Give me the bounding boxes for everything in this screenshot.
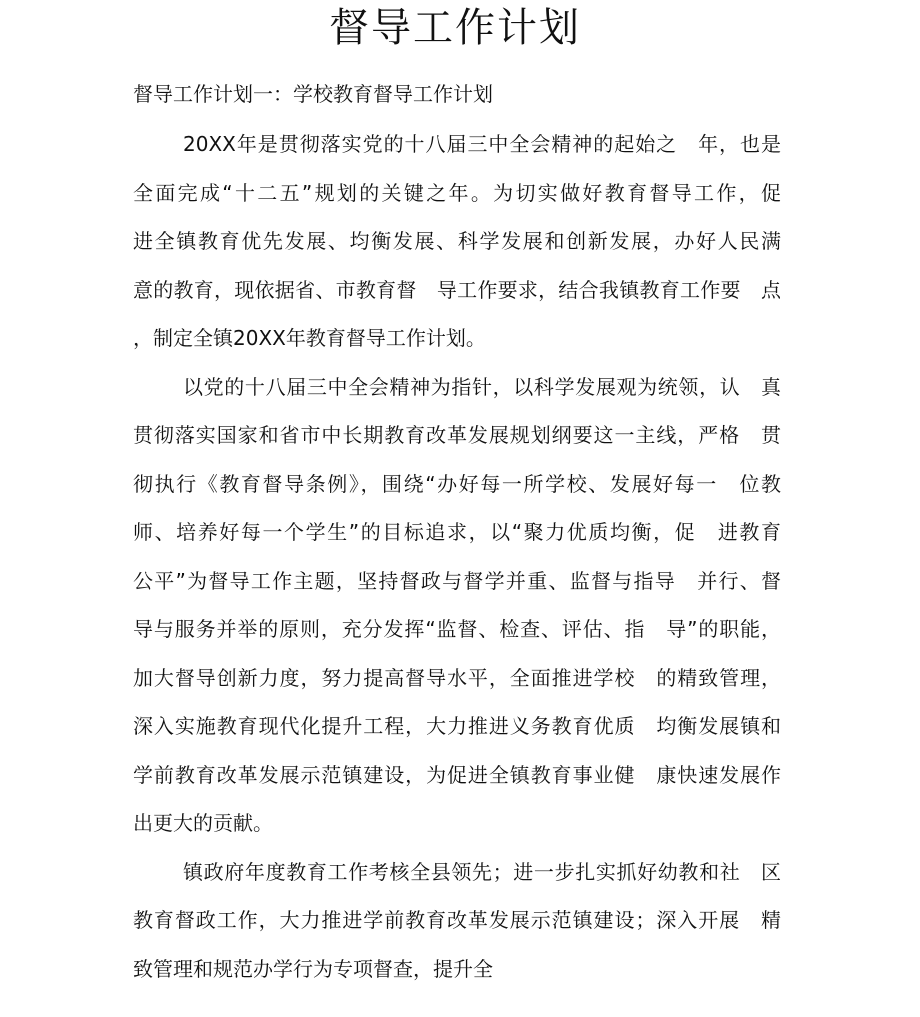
paragraph-line: 出更大的贡献。 bbox=[133, 811, 273, 835]
paragraph-line: 加大督导创新力度，努力提高督导水平，全面推进学校 的精致管理， bbox=[133, 665, 781, 690]
paragraph-line: 学前教育改革发展示范镇建设，为促进全镇教育事业健 康快速发展作 bbox=[133, 762, 781, 787]
paragraph-line: 20XX年是贯彻落实党的十八届三中全会精神的起始之 年，也是 bbox=[183, 132, 781, 156]
paragraph-line: 深入实施教育现代化提升工程，大力推进义务教育优质 均衡发展镇和 bbox=[133, 714, 781, 738]
paragraph-line: 镇政府年度教育工作考核全县领先；进一步扎实抓好幼教和社 区 bbox=[183, 859, 781, 884]
paragraph-line: 公平”为督导工作主题，坚持督政与督学并重、监督与指导 并行、督 bbox=[133, 568, 781, 593]
paragraph-line: 教育督政工作，大力推进学前教育改革发展示范镇建设；深入开展 精 bbox=[133, 908, 781, 932]
paragraph-line: 进全镇教育优先发展、均衡发展、科学发展和创新发展，办好人民满 bbox=[133, 229, 781, 253]
paragraph-line: ，制定全镇20XX年教育督导工作计划。 bbox=[133, 326, 486, 350]
paragraph-line: 导与服务并举的原则，充分发挥“监督、检查、评估、指 导”的职能， bbox=[133, 617, 781, 641]
paragraph-line: 以党的十八届三中全会精神为指针，以科学发展观为统领，认 真 bbox=[183, 374, 781, 399]
page-title: 督导工作计划 bbox=[329, 5, 581, 51]
document-subtitle: 督导工作计划一：学校教育督导工作计划 bbox=[133, 82, 493, 106]
paragraph-line: 师、培养好每一个学生”的目标追求，以“聚力优质均衡，促 进教育 bbox=[133, 520, 781, 544]
document-body bbox=[133, 120, 781, 993]
paragraph-line: 意的教育，现依据省、市教育督 导工作要求，结合我镇教育工作要 点 bbox=[133, 277, 781, 302]
paragraph-line: 全面完成“十二五”规划的关键之年。为切实做好教育督导工作，促 bbox=[133, 180, 781, 205]
paragraph-line: 致管理和规范办学行为专项督查，提升全 bbox=[133, 956, 493, 981]
paragraph-line: 贯彻落实国家和省市中长期教育改革发展规划纲要这一主线，严格 贯 bbox=[133, 423, 781, 447]
paragraph-line: 彻执行《教育督导条例》，围绕“办好每一所学校、发展好每一 位教 bbox=[133, 471, 781, 496]
